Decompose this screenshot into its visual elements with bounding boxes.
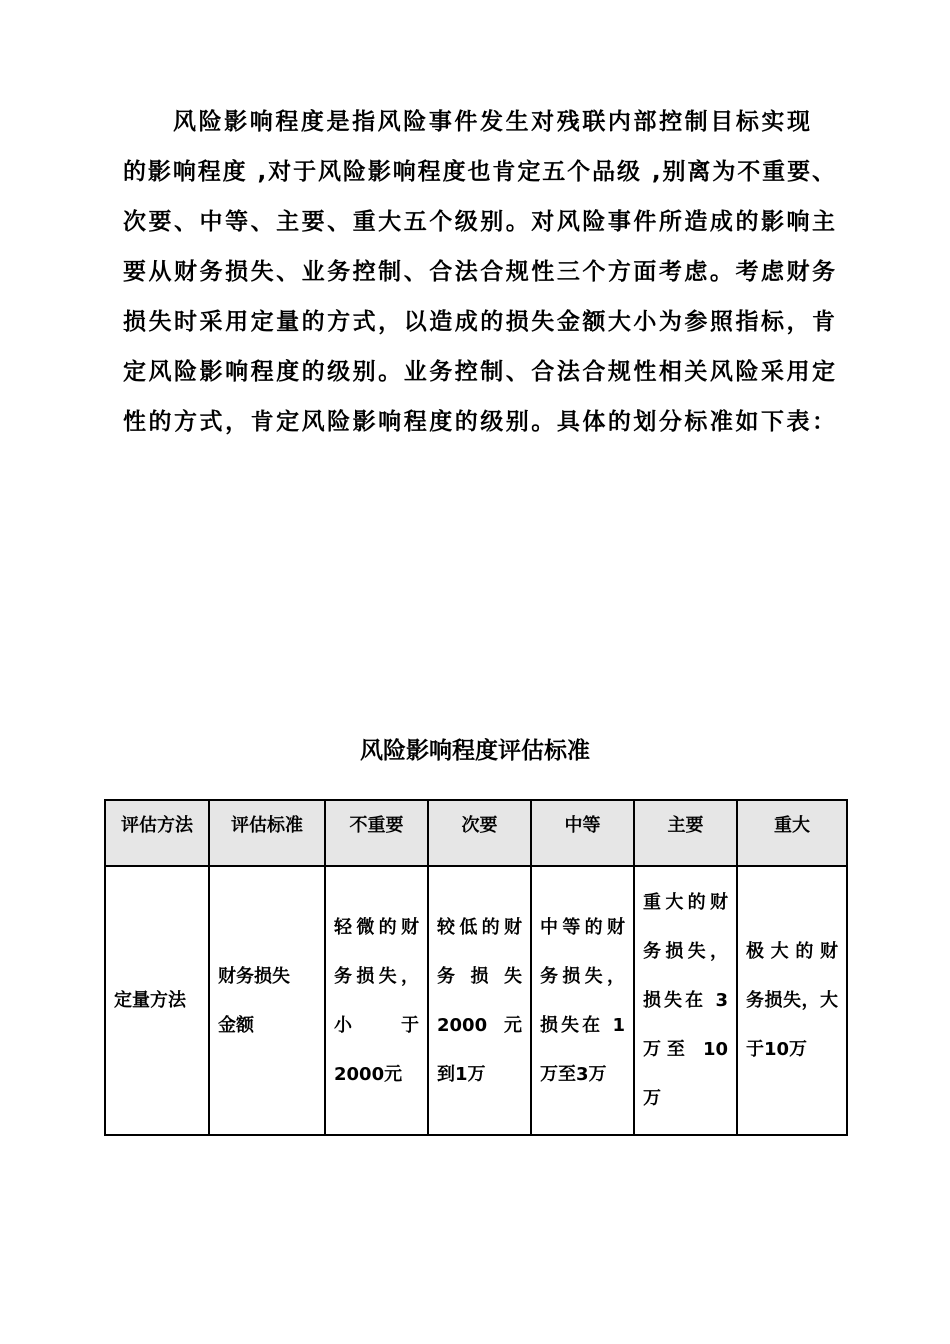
paragraph-line-6: 定风险影响程度的级别。业务控制、合法合规性相关风险采用定: [123, 359, 835, 385]
table-row: [105, 866, 847, 1135]
paragraph-line-5: 损失时采用定量的方式，以造成的损失金额大小为参照指标，肯: [123, 309, 835, 335]
header-criterion: 评估标准: [209, 800, 325, 866]
cell-minor: [325, 866, 428, 1135]
severe-line: 极大的财: [746, 941, 838, 962]
method-text: 定量方法: [114, 990, 186, 1011]
minor-text: [326, 903, 427, 1099]
minor-line: 务损失，: [334, 965, 419, 987]
medium-line: 万至3万: [540, 1063, 607, 1085]
severe-line: 务损失，大: [746, 990, 838, 1011]
paragraph-line-3: 次要、中等、主要、重大五个级别。对风险事件所造成的影响主: [123, 209, 835, 235]
minor-line: 2000元: [334, 1063, 403, 1085]
major-line: 重大的财: [643, 892, 728, 913]
medium-line: 损失在 1: [540, 1014, 625, 1036]
secondary-line: 2000 元: [437, 1014, 522, 1036]
secondary-line: 务 损 失: [437, 965, 522, 987]
paragraph-line-4: 要从财务损失、业务控制、合法合规性三个方面考虑。考虑财务: [123, 259, 835, 285]
major-line: 务损失，: [643, 941, 728, 962]
cell-medium: [531, 866, 634, 1135]
minor-line: 轻微的财: [334, 916, 419, 938]
impact-standard-table: [104, 799, 848, 1136]
header-major: 主要: [634, 800, 737, 866]
cell-severe: [737, 866, 847, 1135]
header-secondary: 次要: [428, 800, 531, 866]
paragraph-line-2: 的影响程度 ,对于风险影响程度也肯定五个品级 ,别离为不重要、: [123, 159, 835, 185]
header-minor: 不重要: [325, 800, 428, 866]
major-line: 万: [643, 1088, 661, 1109]
cell-secondary: [428, 866, 531, 1135]
paragraph-line-7: 性的方式，肯定风险影响程度的级别。具体的划分标准如下表：: [123, 409, 835, 435]
criterion-line: 金额: [218, 1014, 254, 1036]
cell-major: [634, 866, 737, 1135]
medium-text: [532, 903, 633, 1099]
cell-method: [105, 866, 209, 1135]
table-title: 风险影响程度评估标准: [360, 738, 590, 764]
major-text: [635, 878, 736, 1123]
secondary-line: 较低的财: [437, 916, 522, 938]
major-line: 万至 10: [643, 1039, 728, 1060]
header-medium: 中等: [531, 800, 634, 866]
cell-criterion: [209, 866, 325, 1135]
criterion-line: 财务损失: [218, 965, 290, 987]
criterion-text: [210, 952, 324, 1050]
secondary-text: [429, 903, 530, 1099]
header-severe: 重大: [737, 800, 847, 866]
table-header-row: [105, 800, 847, 866]
severe-text: [738, 927, 846, 1074]
secondary-line: 到1万: [437, 1063, 486, 1085]
header-method: 评估方法: [105, 800, 209, 866]
minor-line: 小 于: [334, 1014, 419, 1036]
paragraph-line-1: 风险影响程度是指风险事件发生对残联内部控制目标实现: [173, 109, 810, 135]
severe-line: 于10万: [746, 1039, 808, 1060]
major-line: 损失在 3: [643, 990, 728, 1011]
medium-line: 中等的财: [540, 916, 625, 938]
medium-line: 务损失，: [540, 965, 625, 987]
